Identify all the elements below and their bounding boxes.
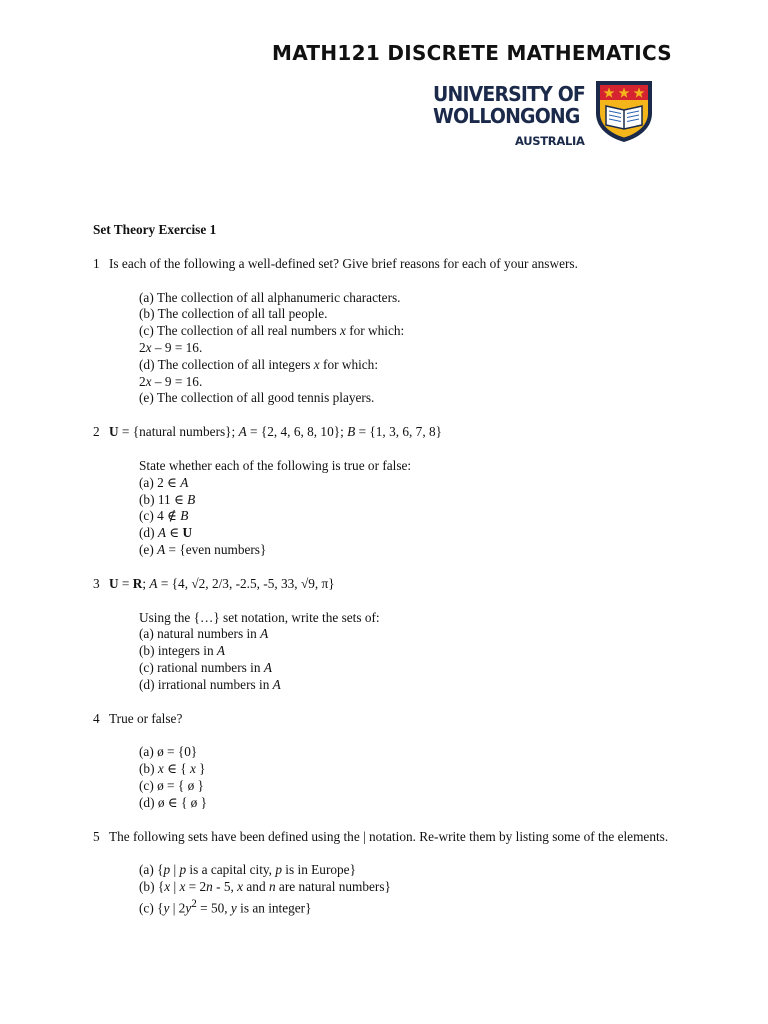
university-crest-icon: [594, 79, 654, 143]
course-title: MATH121 DISCRETE MATHEMATICS: [272, 41, 673, 65]
question-text: U = {natural numbers}; A = {2, 4, 6, 8, 10}; B = {1, 3, 6, 7, 8}: [109, 424, 442, 440]
question-item: (c) {y | $2y^2 = 50$, y is an integer}: [139, 897, 312, 916]
logo-wordmark: [433, 83, 598, 148]
question-item: (d) The collection of all integers x for which:: [139, 356, 379, 372]
question-2: [93, 424, 703, 559]
question-items: [139, 744, 703, 811]
question-number: 4: [93, 710, 100, 726]
question-text: True or false?: [109, 710, 183, 726]
question-item: (a) 2 ∈ A: [139, 474, 189, 490]
question-4: [93, 711, 703, 812]
question-items: [139, 626, 703, 693]
question-item: (b) 11 ∈ B: [139, 491, 196, 507]
question-item: (c) rational numbers in A: [139, 659, 272, 675]
question-number: 1: [93, 255, 100, 271]
question-1: [93, 256, 703, 407]
question-3: [93, 576, 703, 694]
question-item: (c) 4 ∉ B: [139, 508, 189, 524]
question-item: (b) {x | x = 2n - 5, x and n are natural numbers}: [139, 879, 391, 895]
question-text: The following sets have been defined using the | notation. Re-write them by listing some of the elements.: [109, 828, 669, 844]
logo-line-1: UNIVERSITY OF: [433, 82, 585, 106]
question-number: 3: [93, 575, 100, 591]
question-items: [139, 475, 703, 559]
question-stem: [93, 829, 703, 846]
question-item: (d) irrational numbers in A: [139, 676, 281, 692]
question-number: 2: [93, 424, 100, 440]
question-item: (e) A = {even numbers}: [139, 541, 267, 557]
question-items: [139, 290, 703, 408]
question-item: (a) {p | p is a capital city, p is in Europe}: [139, 862, 356, 878]
question-item: (b) The collection of all tall people.: [139, 306, 328, 322]
question-item: (a) The collection of all alphanumeric characters.: [139, 289, 401, 305]
question-item: 2x – 9 = 16.: [139, 373, 203, 389]
question-5: [93, 829, 703, 918]
question-item: (d) A ∈ U: [139, 525, 193, 541]
question-stem: [93, 711, 703, 728]
question-item: (a) ø = {0}: [139, 744, 198, 760]
question-text: U = R; A = {4, √2, 2/3, -2.5, -5, 33, √9, π}: [109, 575, 335, 591]
question-list: [93, 256, 703, 917]
question-text: Is each of the following a well-defined set? Give brief reasons for each of your answers.: [109, 255, 578, 271]
logo-line-2: WOLLONGONG: [433, 104, 580, 128]
exercise-sheet: [93, 222, 703, 934]
question-item: (c) The collection of all real numbers x for which:: [139, 323, 405, 339]
question-item: (b) integers in A: [139, 643, 226, 659]
logo-line-3: AUSTRALIA: [515, 134, 585, 148]
question-item: (a) natural numbers in A: [139, 626, 269, 642]
question-items: [139, 862, 703, 917]
question-item: (d) ø ∈ { ø }: [139, 794, 208, 810]
question-intro: Using the {…} set notation, write the sets of:: [139, 609, 380, 625]
question-item: (e) The collection of all good tennis players.: [139, 390, 375, 406]
question-intro: State whether each of the following is true or false:: [139, 457, 412, 473]
question-stem: [93, 424, 703, 441]
exercise-title: Set Theory Exercise 1: [93, 222, 217, 237]
question-stem: [93, 576, 703, 593]
question-number: 5: [93, 828, 100, 844]
question-item: (c) ø = { ø }: [139, 777, 204, 793]
university-logo: [433, 79, 655, 147]
question-item: (b) x ∈ { x }: [139, 761, 206, 777]
question-stem: [93, 256, 703, 273]
question-item: 2x – 9 = 16.: [139, 339, 203, 355]
